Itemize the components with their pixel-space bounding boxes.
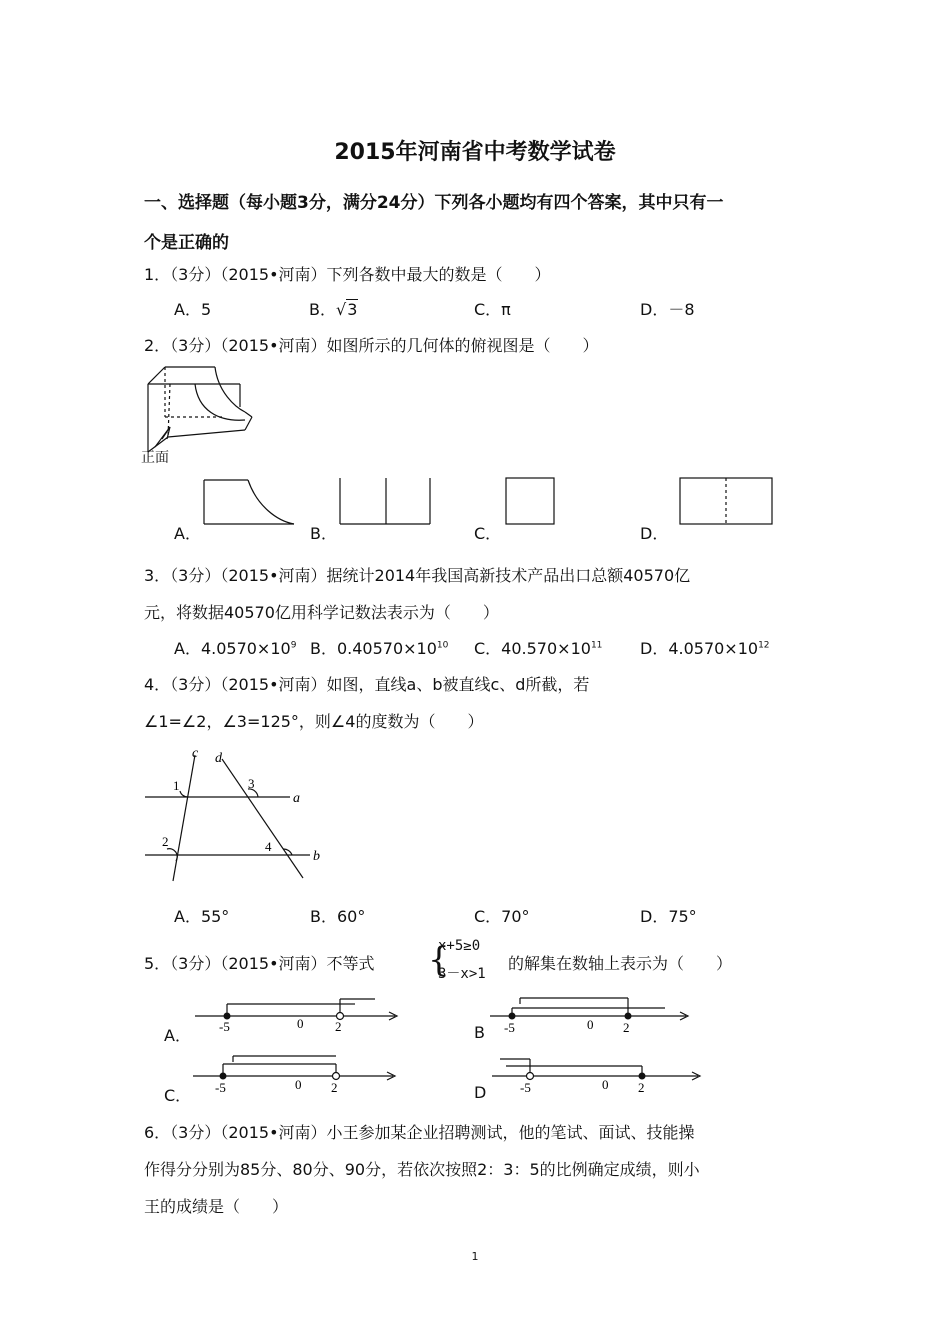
q1-text: 1．（3分）（2015•河南）下列各数中最大的数是（ ） <box>144 265 551 284</box>
q3-option-c-base: C．40.570×10 <box>474 639 591 658</box>
label-angle-2: 2 <box>162 834 169 849</box>
q3-option-b-exp: 10 <box>436 640 449 651</box>
label-angle-1: 1 <box>173 778 180 793</box>
label-d: d <box>215 751 222 766</box>
tick-neg5: -5 <box>215 1080 226 1095</box>
q2-option-d: D． <box>640 524 669 543</box>
q2-option-b: B． <box>310 524 337 543</box>
label-c: c <box>192 746 199 761</box>
q4-line1: 4．（3分）（2015•河南）如图，直线a、b被直线c、d所截，若 <box>144 675 590 694</box>
q5-prefix: 5．（3分）（2015•河南）不等式 <box>144 954 375 973</box>
q5-option-d: D <box>474 1083 487 1102</box>
q2-option-b-figure <box>338 476 433 528</box>
q3-option-b-base: B．0.40570×10 <box>310 639 437 658</box>
label-angle-4: 4 <box>265 839 272 854</box>
tick-zero: 0 <box>297 1016 304 1031</box>
page-number: 1 <box>471 1250 479 1263</box>
label-b: b <box>313 849 320 864</box>
q2-option-a: A． <box>174 524 201 543</box>
tick-two: 2 <box>623 1020 630 1035</box>
q2-front-label: 正面 <box>141 450 169 466</box>
q2-option-c: C． <box>474 524 502 543</box>
label-a: a <box>293 791 300 806</box>
tick-zero: 0 <box>602 1077 609 1092</box>
line-c <box>173 755 195 881</box>
q5-option-a-numberline <box>195 996 405 1036</box>
section-heading-line2: 个是正确的 <box>144 233 229 253</box>
q3-option-b <box>310 636 448 659</box>
tick-two: 2 <box>335 1019 342 1034</box>
q6-line1: 6．（3分）（2015•河南）小王参加某企业招聘测试，他的笔试、面试、技能操 <box>144 1123 695 1142</box>
q2-option-d-figure <box>678 476 776 528</box>
system-brace: { <box>428 940 450 980</box>
q1-option-a: A．5 <box>174 300 212 319</box>
label-angle-3: 3 <box>248 776 255 791</box>
tick-neg5: -5 <box>504 1020 515 1035</box>
tick-two: 2 <box>331 1080 338 1095</box>
q5-ineq1: x+5≥0 <box>438 938 481 954</box>
q3-option-a-exp: 9 <box>290 640 297 651</box>
q4-lines-figure <box>140 745 330 885</box>
q1-option-b <box>309 297 358 320</box>
q3-option-a-base: A．4.0570×10 <box>174 639 291 658</box>
q4-option-a: A．55° <box>174 907 230 926</box>
q2-option-a-figure <box>202 476 297 528</box>
q3-line2: 元，将数据40570亿用科学记数法表示为（ ） <box>144 603 499 622</box>
q3-line1: 3．（3分）（2015•河南）据统计2014年我国高新技术产品出口总额40570亿 <box>144 566 691 585</box>
q3-option-d-exp: 12 <box>758 640 770 651</box>
q2-text: 2．（3分）（2015•河南）如图所示的几何体的俯视图是（ ） <box>144 336 599 355</box>
tick-zero: 0 <box>295 1077 302 1092</box>
q4-option-c: C．70° <box>474 907 530 926</box>
tick-two: 2 <box>638 1080 645 1095</box>
tick-zero: 0 <box>587 1017 594 1032</box>
q4-line2: ∠1=∠2，∠3=125°，则∠4的度数为（ ） <box>144 712 484 731</box>
q1-option-c: C．π <box>474 300 511 319</box>
q4-option-b: B．60° <box>310 907 366 926</box>
q1-option-b-radicand: 3 <box>347 300 358 319</box>
q4-option-d: D．75° <box>640 907 697 926</box>
q3-option-c-exp: 11 <box>590 640 603 651</box>
q1-option-b-label: B． <box>309 300 336 319</box>
sqrt-symbol: √ <box>335 300 347 319</box>
line-d <box>222 759 303 878</box>
q2-option-c-figure <box>504 476 558 528</box>
page-title: 2015年河南省中考数学试卷 <box>334 140 616 165</box>
q6-line2: 作得分分别为85分、80分、90分，若依次按照2：3：5的比例确定成绩，则小 <box>144 1160 700 1179</box>
q5-option-a: A． <box>164 1026 191 1045</box>
section-heading-line1: 一、选择题（每小题3分，满分24分）下列各小题均有四个答案，其中只有一 <box>144 193 724 213</box>
q5-option-b-numberline <box>490 994 695 1036</box>
tick-neg5: -5 <box>219 1019 230 1034</box>
q5-ineq2: 3－x>1 <box>438 966 486 982</box>
q6-line3: 王的成绩是（ ） <box>144 1197 289 1216</box>
q1-option-d: D．－8 <box>640 300 695 319</box>
q5-suffix: 的解集在数轴上表示为（ ） <box>508 954 733 973</box>
q3-option-d-base: D．4.0570×10 <box>640 639 759 658</box>
q5-option-d-numberline <box>492 1054 707 1096</box>
q3-option-a <box>174 636 296 659</box>
q5-option-c-numberline <box>193 1054 403 1096</box>
q5-option-c: C． <box>164 1086 192 1105</box>
tick-neg5: -5 <box>520 1080 531 1095</box>
q3-option-d <box>640 636 770 659</box>
q3-option-c <box>474 636 602 659</box>
q5-option-b: B <box>474 1023 485 1042</box>
